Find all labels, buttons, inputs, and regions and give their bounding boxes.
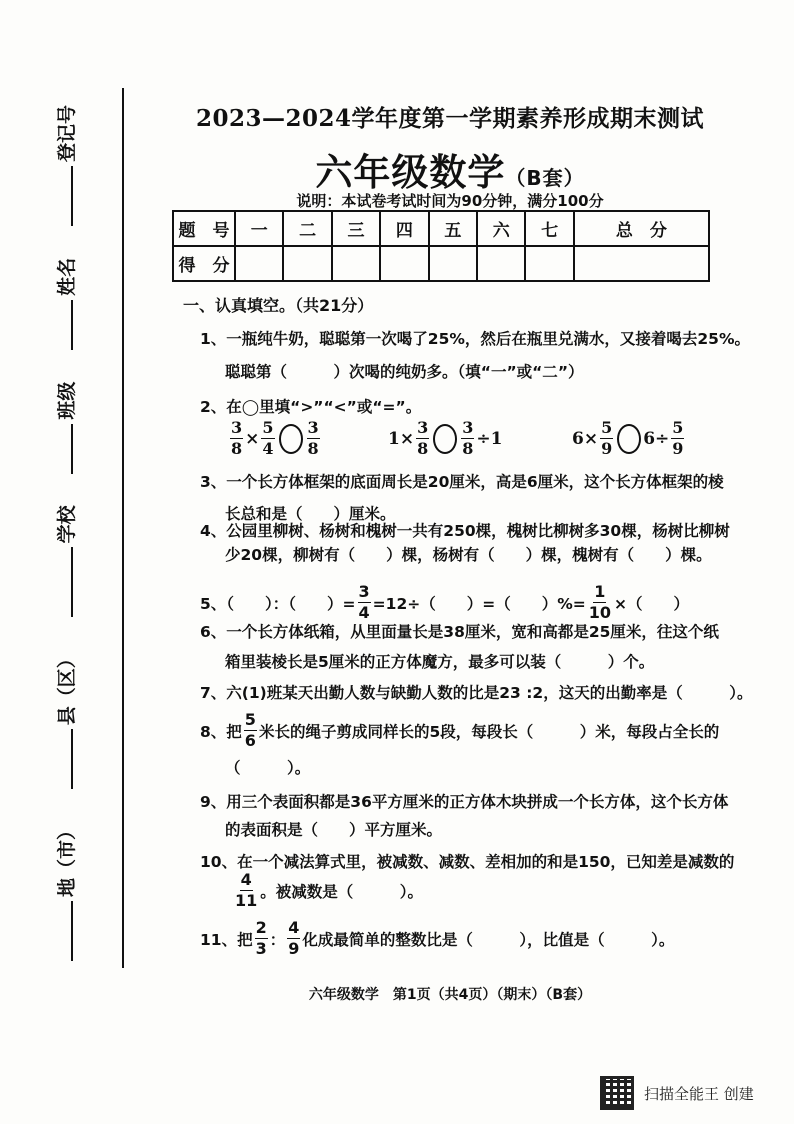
school-label: 学校 (55, 505, 78, 544)
score-col-4: 四 (380, 211, 428, 246)
score-col-6: 六 (477, 211, 525, 246)
fraction: $\frac{3}{8}$ (307, 418, 319, 458)
class-label: 班级 (55, 381, 78, 420)
score-table (172, 210, 710, 282)
fraction: $\frac{5}{4}$ (262, 418, 274, 458)
score-col-3: 三 (332, 211, 380, 246)
q8-text: 8、把 (200, 722, 242, 741)
score-col-2: 二 (283, 211, 331, 246)
q10-text: 。被减数是（ ）。 (260, 882, 424, 901)
scanner-watermark (600, 1076, 754, 1110)
binding-line (122, 88, 124, 968)
fraction: $\frac{3}{8}$ (231, 418, 243, 458)
exam-note: 说明：本试卷考试时间为90分钟，满分100分 (296, 192, 604, 210)
compare-circle[interactable] (279, 424, 303, 454)
question-4-line2: 少20棵，柳树有（ ）棵，杨树有（ ）棵，槐树有（ ）棵。 (225, 546, 712, 564)
question-5 (200, 584, 689, 621)
question-3-line2: 长总和是（ ）厘米。 (225, 505, 396, 523)
fraction: $\frac{5}{9}$ (672, 418, 684, 458)
score-col-1: 一 (235, 211, 283, 246)
score-col-7: 七 (525, 211, 573, 246)
qr-code-icon (600, 1076, 634, 1110)
question-3-line1: 3、一个长方体框架的底面周长是20厘米，高是6厘米，这个长方体框架的棱 (200, 473, 724, 491)
question-10-line2 (232, 872, 423, 909)
question-4-line1: 4、公园里柳树、杨树和槐树一共有250棵，槐树比柳树多30棵，杨树比柳树 (200, 522, 730, 540)
question-6-line2: 箱里装棱长是5厘米的正方体魔方，最多可以装（ ）个。 (225, 653, 655, 671)
compare-expression-3 (572, 420, 686, 457)
q11-text: 11、把 (200, 930, 253, 949)
reg-number-label: 登记号 (55, 105, 78, 163)
expression-text: 6÷ (643, 428, 670, 449)
score-table-row1-label: 题 号 (173, 211, 235, 246)
name-label: 姓名 (55, 257, 78, 296)
q5-text: ×（ ） (614, 594, 689, 613)
score-cell[interactable] (332, 246, 380, 281)
question-1-line1: 1、一瓶纯牛奶，聪聪第一次喝了25%，然后在瓶里兑满水，又接着喝去25%。 (200, 330, 750, 348)
score-col-5: 五 (429, 211, 477, 246)
version-tag: （B套） (505, 166, 585, 190)
binding-margin (50, 105, 80, 965)
fraction: $\frac{4}{9}$ (288, 918, 300, 958)
expression-text: ÷1 (476, 428, 503, 449)
page-footer: 六年级数学 第1页（共4页）（期末）（B套） (308, 987, 592, 1003)
score-table-header-row (173, 211, 709, 246)
score-cell[interactable] (380, 246, 428, 281)
fraction: $\frac{3}{8}$ (417, 418, 429, 458)
exam-title-line1: 2023—2024学年度第一学期素养形成期末测试 (195, 105, 705, 132)
score-cell[interactable] (235, 246, 283, 281)
operator: × (245, 428, 260, 449)
fraction: $\frac{3}{8}$ (462, 418, 474, 458)
exam-title-line2 (170, 142, 730, 196)
q5-text: =12÷（ ）=（ ）%= (372, 594, 586, 613)
q11-text: 化成最简单的整数比是（ ），比值是（ ）。 (302, 930, 675, 949)
score-cell[interactable] (477, 246, 525, 281)
question-8-line1 (200, 712, 719, 749)
fraction: $\frac{5}{6}$ (244, 710, 256, 750)
fraction: $\frac{3}{4}$ (358, 582, 370, 622)
region-label: 地（市） (55, 820, 78, 897)
score-table-row2-label: 得 分 (173, 246, 235, 281)
q5-text: 5、（ ）：（ ）= (200, 594, 356, 613)
score-cell[interactable] (429, 246, 477, 281)
score-cell[interactable] (574, 246, 709, 281)
question-7: 7、六(1)班某天出勤人数与缺勤人数的比是23 :2，这天的出勤率是（ ）。 (200, 684, 753, 702)
question-9-line1: 9、用三个表面积都是36平方厘米的正方体木块拼成一个长方体，这个长方体 (200, 793, 729, 811)
score-cell[interactable] (525, 246, 573, 281)
scanner-label: 扫描全能王 创建 (644, 1084, 754, 1103)
expression-text: 6× (572, 428, 599, 449)
fraction: $\frac{1}{10}$ (588, 582, 611, 622)
fraction: $\frac{2}{3}$ (255, 918, 267, 958)
compare-circle[interactable] (433, 424, 457, 454)
subject-title: 六年级数学 (315, 151, 506, 194)
question-11 (200, 920, 674, 957)
score-col-total: 总 分 (574, 211, 709, 246)
section1-heading: 一、认真填空。（共21分） (183, 296, 374, 315)
q11-text: ： (269, 930, 286, 949)
q8-text: 米长的绳子剪成同样长的5段，每段长（ ）米，每段占全长的 (258, 722, 720, 741)
score-cell[interactable] (283, 246, 331, 281)
compare-circle[interactable] (617, 424, 641, 454)
fraction: $\frac{4}{11}$ (235, 870, 258, 910)
fraction: $\frac{5}{9}$ (601, 418, 613, 458)
question-6-line1: 6、一个长方体纸箱，从里面量长是38厘米，宽和高都是25厘米，往这个纸 (200, 623, 719, 641)
compare-expression-1 (228, 420, 322, 457)
question-9-line2: 的表面积是（ ）平方厘米。 (225, 821, 443, 839)
expression-text: 1× (388, 428, 415, 449)
question-1-line2: 聪聪第（ ）次喝的纯奶多。（填“一”或“二”） (225, 363, 584, 381)
score-table-score-row (173, 246, 709, 281)
question-2: 2、在◯里填“>”“<”或“=”。 (200, 398, 422, 416)
compare-expression-2 (388, 420, 502, 457)
question-8-line2: （ ）。 (225, 759, 311, 777)
county-label: 县（区） (55, 649, 78, 726)
question-10-line1: 10、在一个减法算式里，被减数、减数、差相加的和是150，已知差是减数的 (200, 853, 735, 871)
